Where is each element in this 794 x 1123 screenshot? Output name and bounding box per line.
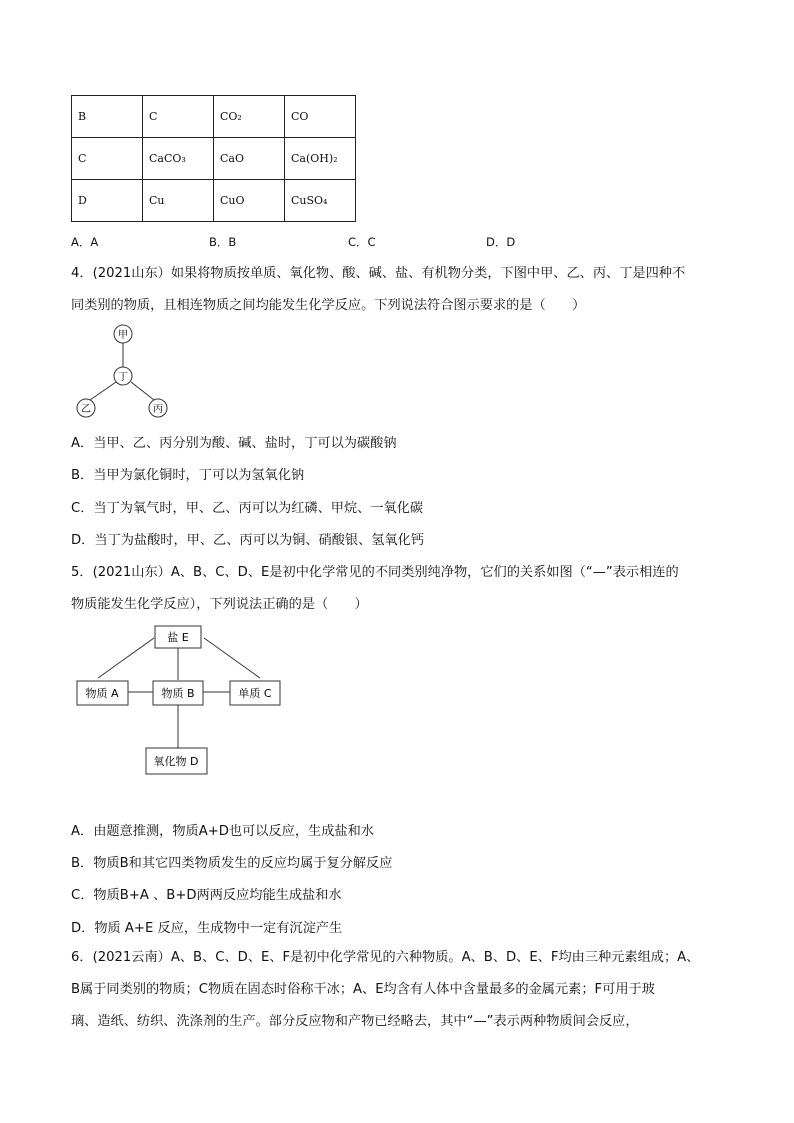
table-cell: CO₂	[214, 96, 285, 138]
connector-line	[90, 382, 116, 400]
q5-option-a[interactable]: A．由题意推测，物质A+D也可以反应，生成盐和水	[71, 824, 374, 839]
table-row	[72, 138, 356, 180]
node-label: 丁	[118, 372, 128, 383]
node-element-c	[230, 681, 280, 705]
q6-line1: 6．(2021云南）A、B、C、D、E、F是初中化学常见的六种物质。A、B、D、E、F均由三种元素组成；A、	[71, 950, 700, 965]
table-cell: CuO	[214, 180, 285, 222]
table-cell: D	[72, 180, 143, 222]
node-label: 氧化物 D	[153, 755, 199, 768]
table-cell: CuSO₄	[285, 180, 356, 222]
node-oxide-d	[146, 748, 207, 774]
table-row	[72, 180, 356, 222]
node-yi	[77, 399, 95, 417]
table-cell: C	[143, 96, 214, 138]
node-label: 物质 B	[161, 687, 195, 700]
choice-a[interactable]: A．A	[71, 235, 99, 249]
table-cell: C	[72, 138, 143, 180]
q4-stem-line2: 同类别的物质，且相连物质之间均能发生化学反应。下列说法符合图示要求的是（ ）	[71, 298, 586, 313]
q4-option-b[interactable]: B．当甲为氯化铜时，丁可以为氢氧化钠	[71, 468, 305, 483]
q4-stem-line1: 4．(2021山东）如果将物质按单质、氧化物、酸、碱、盐、有机物分类，下图中甲、乙、丙、丁是四种不	[71, 266, 686, 281]
connector-line	[131, 382, 154, 400]
q5-option-c[interactable]: C．物质B+A 、B+D两两反应均能生成盐和水	[71, 888, 342, 903]
connector-line	[98, 638, 154, 678]
q4-option-a[interactable]: A．当甲、乙、丙分别为酸、碱、盐时，丁可以为碳酸钠	[71, 436, 397, 451]
node-label: 甲	[118, 330, 128, 341]
table-row	[72, 96, 356, 138]
choice-c[interactable]: C．C	[348, 235, 376, 249]
q4-diagram	[70, 318, 180, 422]
node-label: 乙	[81, 404, 91, 415]
node-label: 物质 A	[85, 687, 119, 700]
node-salt-e	[155, 626, 201, 648]
table-cell: CO	[285, 96, 356, 138]
q5-stem-line2: 物质能发生化学反应），下列说法正确的是（ ）	[71, 597, 368, 612]
node-label: 单质 C	[238, 687, 272, 700]
node-label: 丙	[153, 404, 163, 415]
q5-diagram	[70, 620, 290, 780]
node-substance-a	[77, 681, 128, 705]
node-label: 盐 E	[167, 631, 189, 644]
q5-stem-line1: 5．(2021山东）A、B、C、D、E是初中化学常见的不同类别纯净物，它们的关系如图（“—”表示相连的	[71, 565, 679, 580]
choice-d[interactable]: D．D	[486, 235, 516, 249]
choice-b[interactable]: B．B	[209, 235, 237, 249]
connector-line	[204, 638, 260, 678]
table-cell: CaO	[214, 138, 285, 180]
node-jia	[114, 325, 132, 343]
table-cell: CaCO₃	[143, 138, 214, 180]
q5-option-d[interactable]: D．物质 A+E 反应，生成物中一定有沉淀产生	[71, 921, 343, 936]
options-table	[71, 95, 356, 222]
table-cell: Cu	[143, 180, 214, 222]
node-bing	[149, 399, 167, 417]
table-cell: B	[72, 96, 143, 138]
q6-line2: B属于同类别的物质；C物质在固态时俗称干冰；A、E均含有人体中含量最多的金属元素；F可用于玻	[71, 982, 655, 997]
table-cell: Ca(OH)₂	[285, 138, 356, 180]
node-ding	[114, 367, 132, 385]
q4-option-c[interactable]: C．当丁为氧气时，甲、乙、丙可以为红磷、甲烷、一氧化碳	[71, 501, 424, 516]
q5-option-b[interactable]: B．物质B和其它四类物质发生的反应均属于复分解反应	[71, 856, 393, 871]
q6-line3: 璃、造纸、纺织、洗涤剂的生产。部分反应物和产物已经略去，其中“—”表示两种物质间会反应，	[71, 1014, 639, 1029]
q4-option-d[interactable]: D．当丁为盐酸时，甲、乙、丙可以为铜、硝酸银、氢氧化钙	[71, 533, 425, 548]
node-substance-b	[153, 681, 203, 705]
